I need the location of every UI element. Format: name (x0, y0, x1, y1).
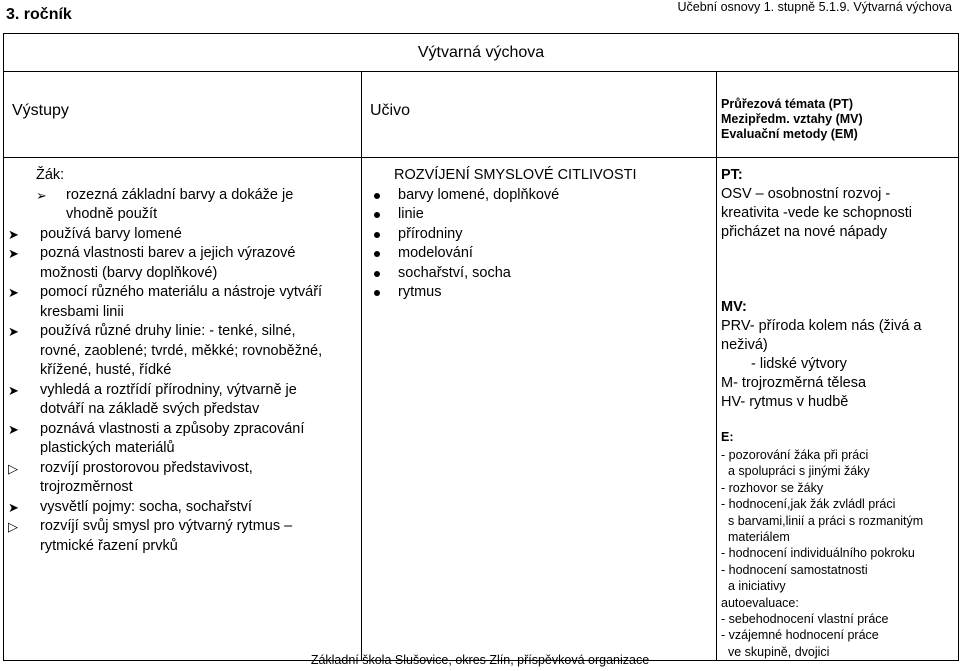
outcomes-list (8, 186, 357, 557)
outcome-text-line: plastických materiálů (40, 440, 175, 456)
bullet-dot-icon (374, 232, 380, 238)
header-mv-line: Mezipředm. vztahy (MV) (721, 112, 863, 126)
list-item (8, 244, 357, 283)
evaluation-text-line: - rozhovor se žáky (721, 480, 824, 495)
list-item (8, 517, 357, 556)
content-list (366, 186, 712, 303)
content-item-text: barvy lomené, doplňkové (398, 186, 560, 203)
mv-text-line: HV- rytmus v hudbě (721, 394, 849, 410)
mv-text-line: M- trojrozměrná tělesa (721, 375, 867, 391)
evaluation-text-line: - vzájemné hodnocení práce (721, 628, 879, 643)
list-item (8, 381, 357, 420)
outcome-text-line: používá různé druhy linie: - tenké, silné, (40, 323, 296, 339)
outcome-text-line: rovné, zaoblené; tvrdé, měkké; rovnoběžné, (40, 342, 323, 359)
pt-label: PT: (721, 167, 743, 183)
outcome-text-line: trojrozměrnost (40, 479, 133, 495)
content-item-text: modelování (398, 245, 473, 261)
list-item (8, 186, 357, 225)
mv-text-line: neživá) (721, 337, 768, 353)
content-item-text: přírodniny (398, 225, 463, 242)
mv-lines (721, 317, 954, 412)
evaluation-text-line: - hodnocení samostatnosti (721, 562, 868, 577)
outcome-text-line: vysvětlí pojmy: socha, sochařství (40, 498, 252, 515)
grade-label: 3. ročník (6, 6, 72, 23)
outcome-text-line: vyhledá a roztřídí přírodniny, výtvarně je (40, 381, 297, 398)
school-footer: Základní škola Slušovice, okres Zlín, příspěvková organizace (310, 653, 650, 667)
list-item (366, 244, 712, 264)
bullet-dot-icon (374, 290, 380, 296)
evaluation-lines (721, 447, 954, 660)
outcome-text-line: poznává vlastnosti a způsoby zpracování (40, 420, 305, 437)
pt-text-line: OSV – osobnostní rozvoj - (721, 186, 891, 202)
bullet-dot-icon (374, 251, 380, 257)
bullet-dot-icon (374, 212, 380, 218)
outcome-text-line: vhodně použít (66, 206, 158, 222)
outcome-text-line: rozezná základní barvy a dokáže je (66, 186, 294, 203)
arrow-bullet-icon: ➤ (8, 421, 19, 437)
arrow-bullet-icon: ➤ (8, 499, 19, 515)
outcomes-cell (4, 158, 362, 661)
pt-lines (721, 185, 954, 242)
arrow-bullet-icon: ➤ (8, 285, 19, 300)
outcome-text-line: křížené, husté, řídké (40, 362, 172, 378)
arrow-bullet-icon: ➤ (8, 324, 19, 339)
mv-text-line: - lidské výtvory (751, 356, 847, 372)
list-item (8, 322, 357, 381)
outcome-text-line: rytmické řazení prvků (40, 537, 178, 554)
outcome-text-line: pozná vlastnosti barev a jejich výrazové (40, 245, 296, 261)
content-item-text: linie (398, 206, 424, 222)
curriculum-reference: Učební osnovy 1. stupně 5.1.9. Výtvarná výchova (677, 0, 952, 14)
e-label: E: (721, 430, 734, 444)
subject-title: Výtvarná výchova (4, 34, 959, 72)
list-item (8, 459, 357, 498)
pupil-lead: Žák: (36, 167, 65, 183)
content-heading: ROZVÍJENÍ SMYSLOVÉ CITLIVOSTI (394, 167, 637, 183)
outcome-text-line: kresbami linii (40, 303, 124, 320)
column-header-outcomes: Výstupy (4, 72, 362, 158)
outcome-text-line: možnosti (barvy doplňkové) (40, 264, 218, 281)
arrow-bullet-icon: ➤ (8, 382, 19, 398)
list-item (8, 225, 357, 245)
arrow-bullet-icon: ▷ (8, 519, 18, 534)
evaluation-text-line: s barvami,linií a práci s rozmanitým (728, 513, 924, 528)
mv-text-line: PRV- příroda kolem nás (živá a (721, 318, 922, 334)
column-header-cross-curricular (717, 72, 959, 158)
header-pt-line: Průřezová témata (PT) (721, 97, 853, 111)
arrow-bullet-icon: ➢ (36, 187, 47, 203)
column-header-content: Učivo (362, 72, 717, 158)
outcome-text-line: dotváří na základě svých představ (40, 401, 260, 417)
evaluation-text-line: - hodnocení individuálního pokroku (721, 546, 915, 561)
outcome-text-line: rozvíjí svůj smysl pro výtvarný rytmus – (40, 518, 293, 534)
bullet-dot-icon (374, 193, 380, 199)
content-item-text: rytmus (398, 284, 442, 300)
arrow-bullet-icon: ▷ (8, 460, 18, 476)
pt-text-line: kreativita -vede ke schopnosti (721, 205, 913, 221)
arrow-bullet-icon: ➤ (8, 246, 19, 261)
evaluation-text-line: - hodnocení,jak žák zvládl práci (721, 497, 896, 512)
list-item (8, 420, 357, 459)
list-item (366, 186, 712, 206)
arrow-bullet-icon: ➤ (8, 226, 19, 242)
list-item (366, 264, 712, 284)
list-item (366, 205, 712, 225)
evaluation-text-line: ve skupině, dvojici (728, 644, 830, 659)
bullet-dot-icon (374, 271, 380, 277)
header-em-line: Evaluační metody (EM) (721, 127, 858, 141)
evaluation-text-line: autoevaluace: (721, 595, 799, 610)
list-item (366, 283, 712, 303)
outcome-text-line: rozvíjí prostorovou představivost, (40, 459, 253, 476)
evaluation-text-line: a iniciativy (728, 579, 786, 594)
pt-text-line: přicházet na nové nápady (721, 224, 888, 240)
evaluation-text-line: a spolupráci s jinými žáky (728, 464, 870, 479)
list-item (8, 498, 357, 518)
outcome-text-line: pomocí různého materiálu a nástroje vytváří (40, 284, 323, 300)
outcome-text-line: používá barvy lomené (40, 225, 182, 242)
list-item (366, 225, 712, 245)
evaluation-text-line: - pozorování žáka při práci (721, 448, 869, 462)
evaluation-text-line: - sebehodnocení vlastní práce (721, 612, 889, 627)
content-item-text: sochařství, socha (398, 264, 511, 281)
mv-label: MV: (721, 299, 747, 315)
cross-cell (717, 158, 959, 661)
evaluation-text-line: materiálem (728, 530, 790, 545)
list-item (8, 283, 357, 322)
curriculum-table (3, 33, 959, 661)
content-cell (362, 158, 717, 661)
